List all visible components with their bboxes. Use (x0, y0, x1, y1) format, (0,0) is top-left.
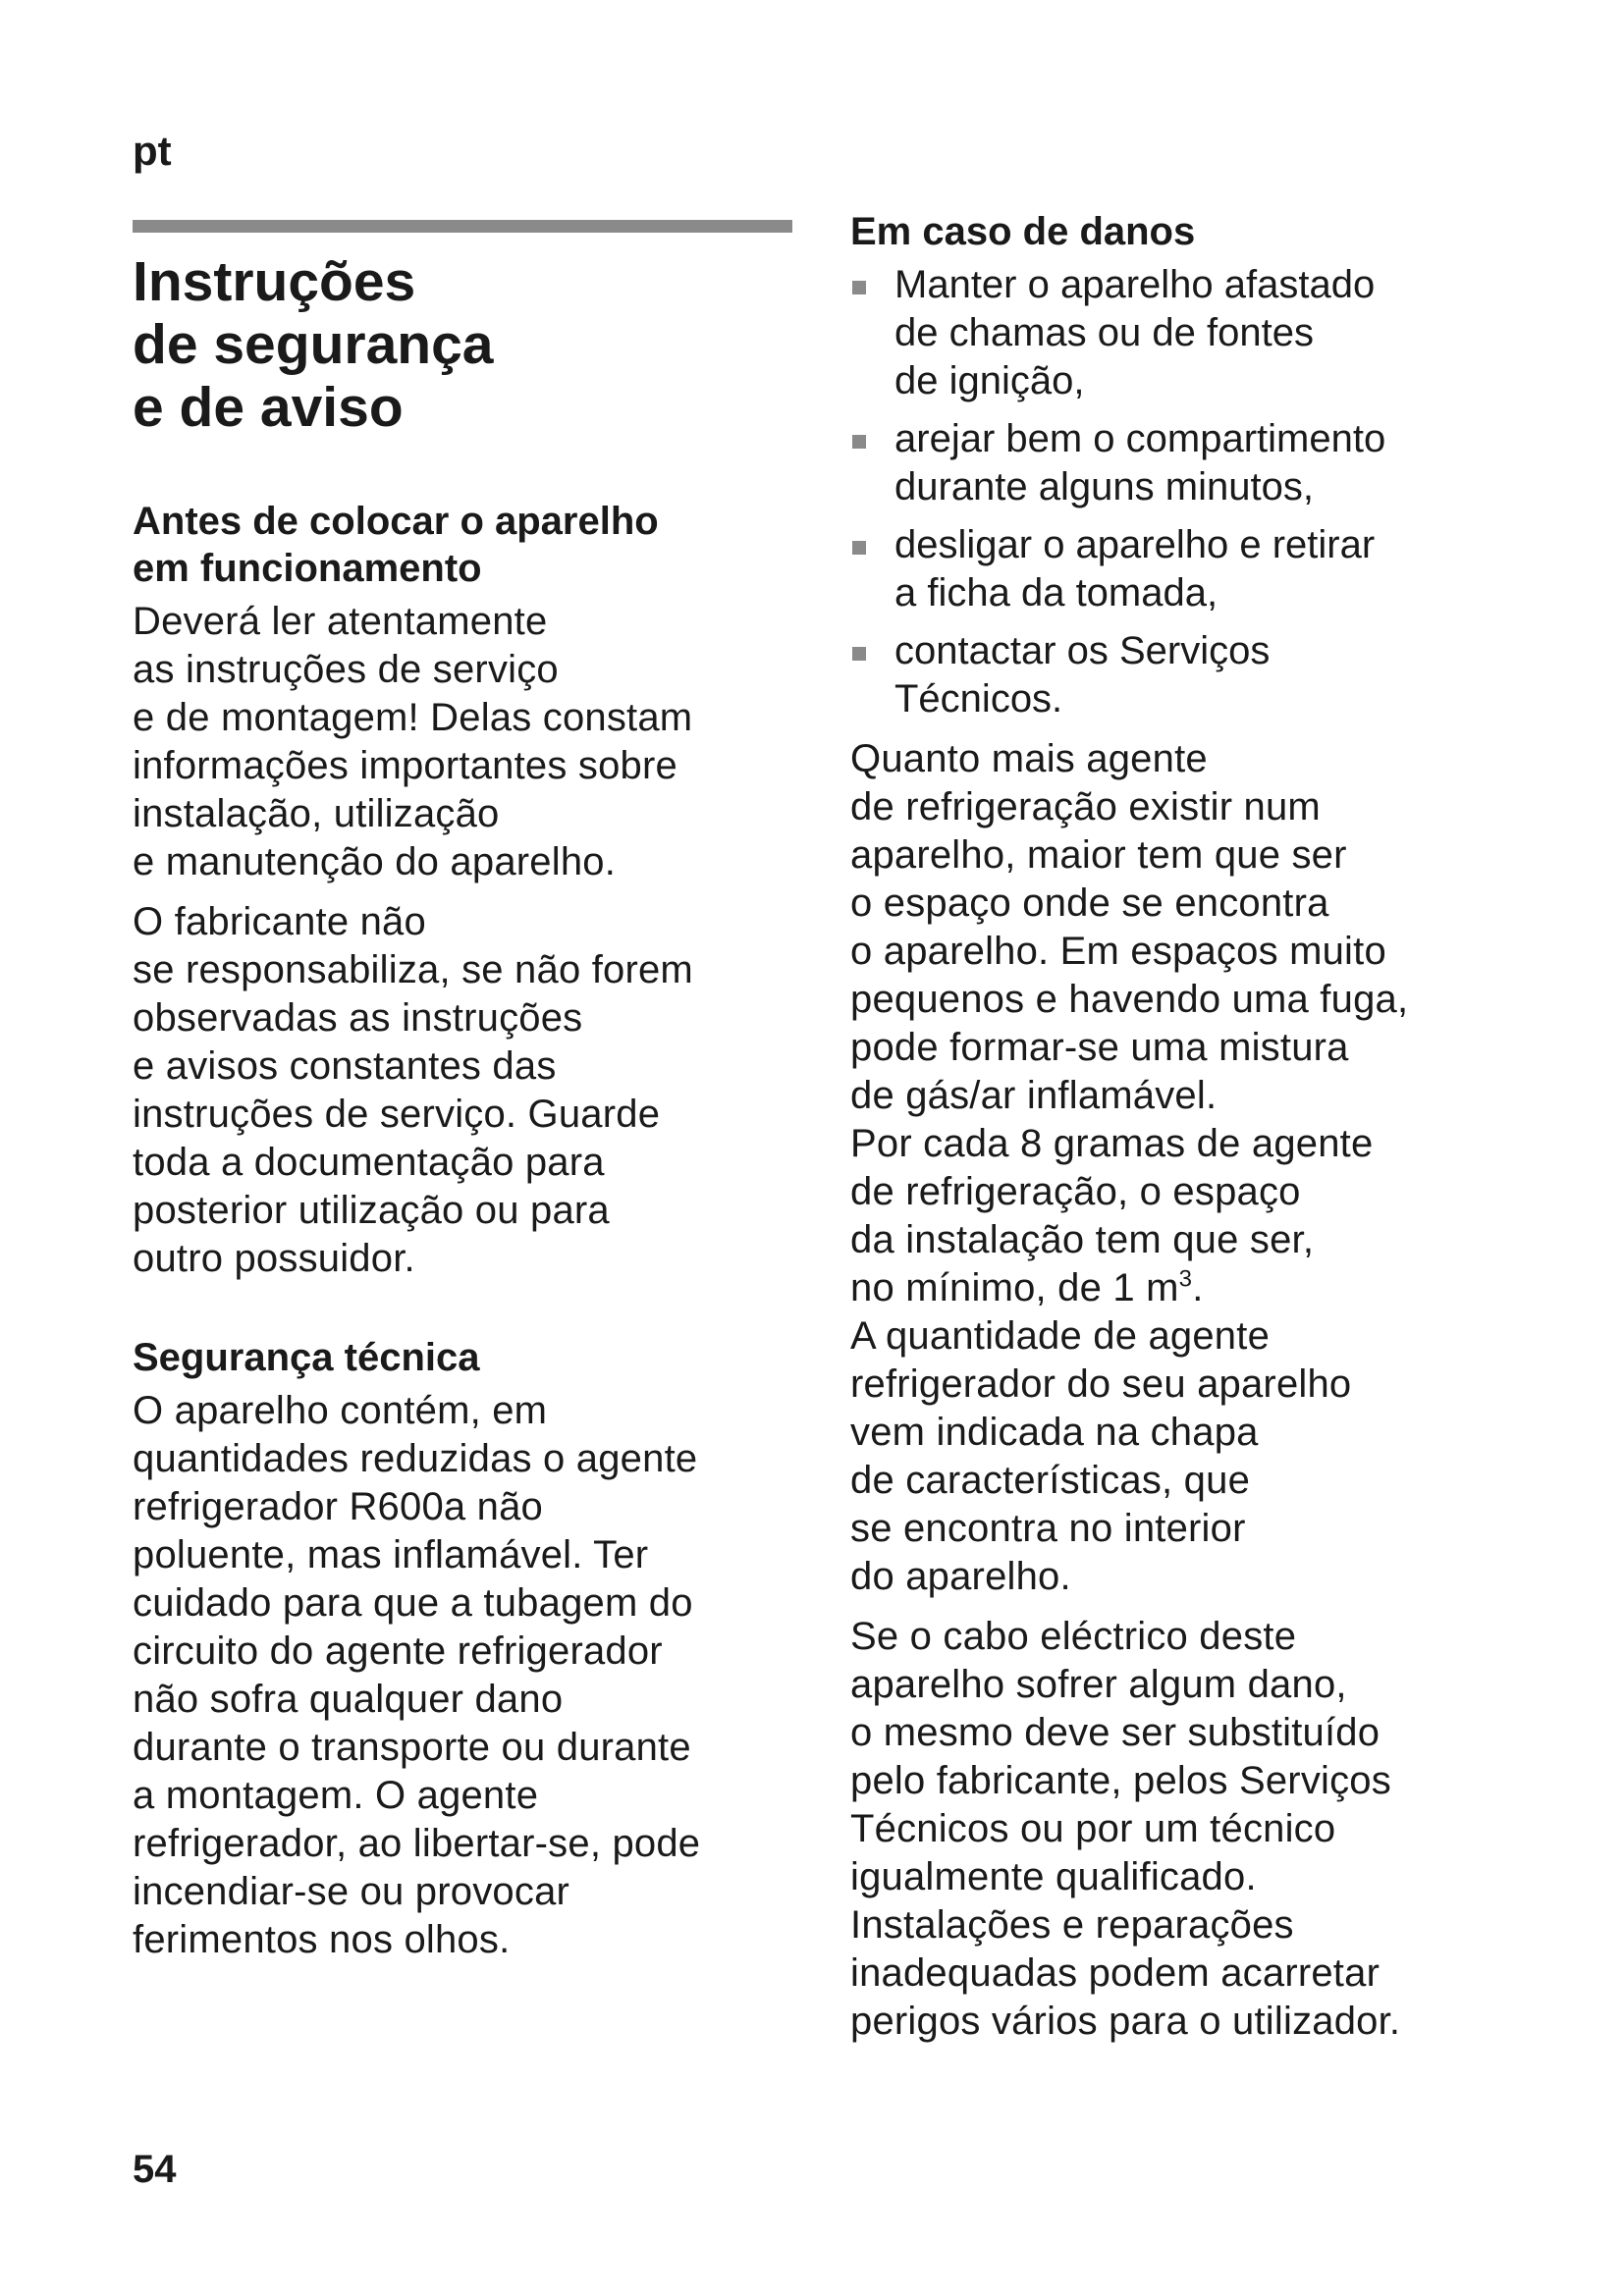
heading-in-case-of-damage: Em caso de danos (850, 210, 1196, 253)
paragraph-refrigerant-quantity: Quanto mais agente de refrigeração existir num aparelho, maior tem que ser o espaço onde se encontra o aparelho. Em espaços muito pequenos e havendo uma fuga, pode formar-se uma mistura de gás/ar inflamável. Por cada 8 gramas de agente de refrigeração, o espaço da instalação tem que ser, no mínimo, de 1 $m^3$. A quantidade de agente refrigerador do seu aparelho vem indicada na chapa de características, que se encontra no interior do aparelho. (850, 737, 1409, 1598)
superscript-three: 3 (1178, 1265, 1193, 1293)
paragraph-refrigerant-info: O aparelho contém, em quantidades reduzidas o agente refrigerador R600a não poluente, mas inflamável. Ter cuidado para que a tubagem do circuito do agente refrigerador não sofra qualquer dano durante o transporte ou durante a montagem. O agente refrigerador, ao libertar-se, pode incendiar-se ou provocar ferimentos nos olhos. (133, 1389, 701, 1961)
paragraph-manufacturer-liability: O fabricante não se responsabiliza, se não forem observadas as instruções e avisos constantes das instruções de serviço. Guarde toda a documentação para posterior utilização ou para outro possuidor. (133, 900, 693, 1280)
square-bullet-icon (852, 281, 866, 294)
heading-before-operation: Antes de colocar o aparelho em funcionamento (133, 500, 659, 590)
list-item: Manter o aparelho afastado de chamas ou de fontes de ignição, (850, 261, 1498, 405)
damage-steps-list (850, 261, 1498, 723)
language-code: pt (133, 128, 172, 174)
left-column (133, 250, 792, 1976)
page-number: 54 (133, 2148, 177, 2191)
paragraph-power-cable: Se o cabo eléctrico deste aparelho sofrer algum dano, o mesmo deve ser substituído pelo fabricante, pelos Serviços Técnicos ou por um técnico igualmente qualificado. Instalações e reparações inadequadas podem acarretar perigos vários para o utilizador. (850, 1615, 1401, 2043)
square-bullet-icon (852, 647, 866, 661)
heading-technical-safety: Segurança técnica (133, 1336, 480, 1379)
list-item: contactar os Serviços Técnicos. (850, 627, 1498, 723)
list-item: desligar o aparelho e retirar a ficha da tomada, (850, 521, 1498, 617)
right-column (850, 208, 1498, 2057)
square-bullet-icon (852, 435, 866, 449)
paragraph-read-instructions: Deverá ler atentamente as instruções de serviço e de montagem! Delas constam informações importantes sobre instalação, utilização e manutenção do aparelho. (133, 600, 693, 883)
section-rule (133, 220, 792, 233)
list-item: arejar bem o compartimento durante alguns minutos, (850, 415, 1498, 511)
square-bullet-icon (852, 541, 866, 555)
page-title: Instruções de segurança e de aviso (133, 250, 494, 439)
